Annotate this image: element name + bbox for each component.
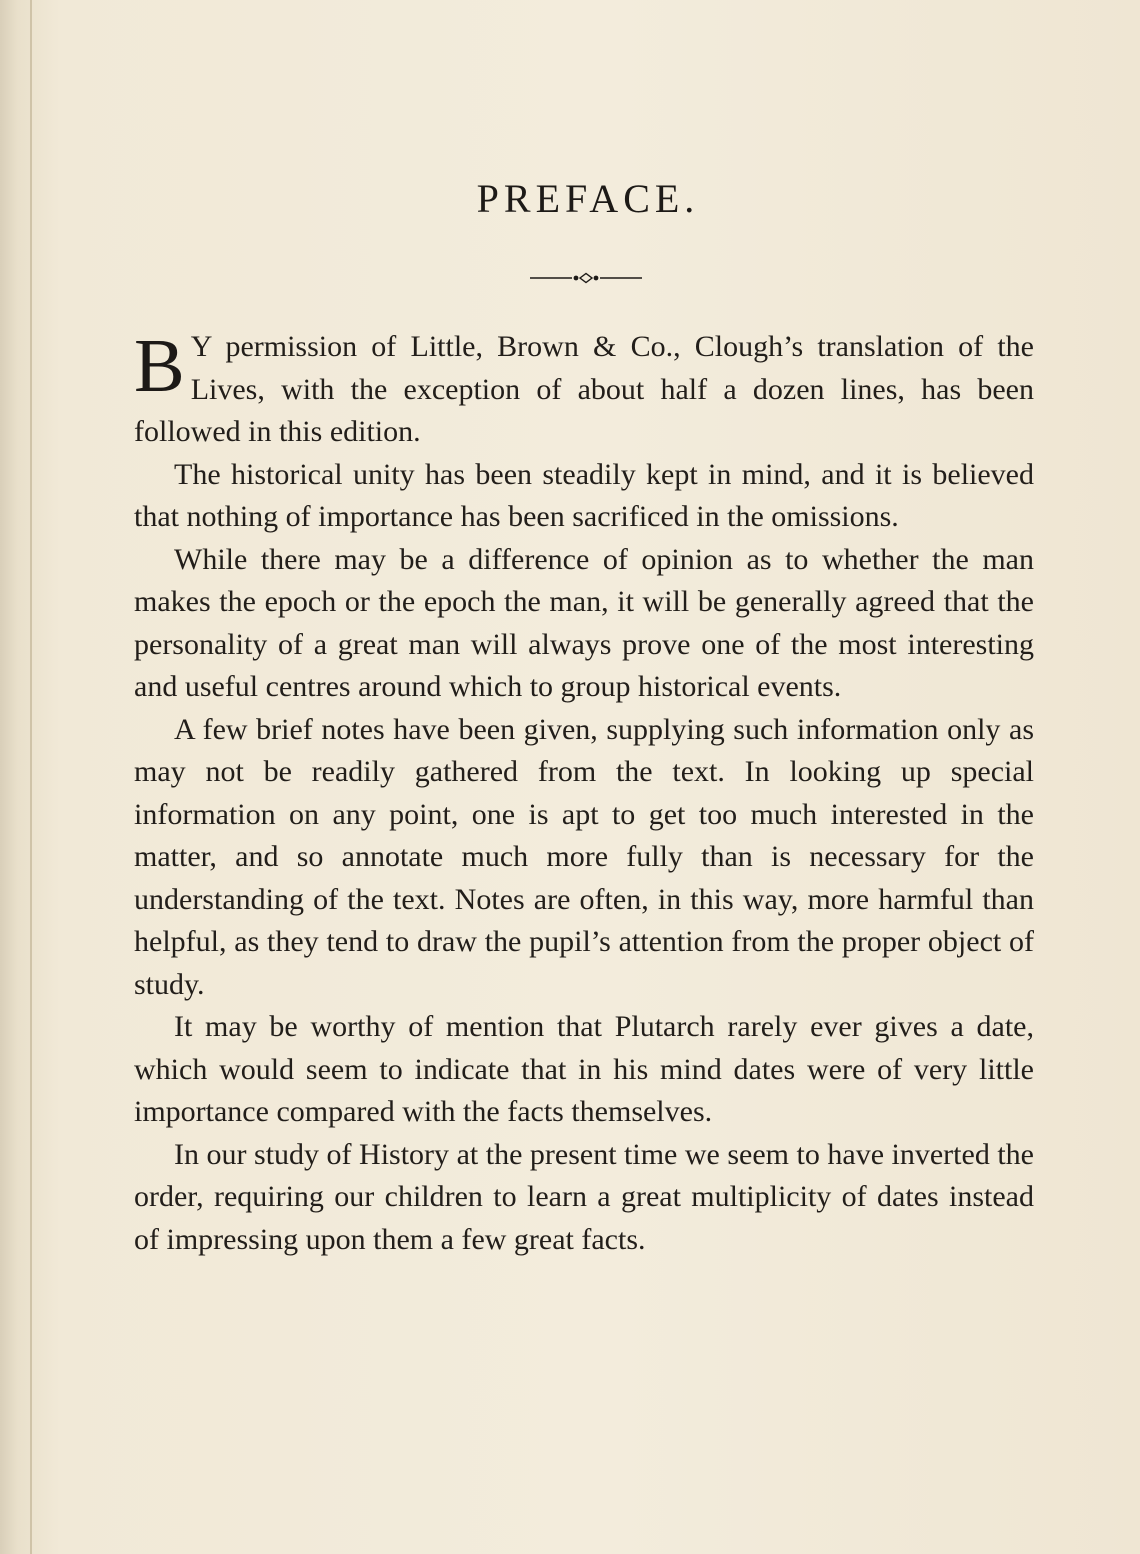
paragraph-5: It may be worthy of mention that Plutarch rarely ever gives a date, which would seem to indicate that in his mind dates were of very little importance compared with the facts themselves. — [134, 1010, 1034, 1128]
page-title: PREFACE. — [476, 176, 700, 221]
paragraph-1-text: Y permission of Little, Brown & Co., Clough’s translation of the Lives, with the exception of about half a dozen lines, has been followed in this edition. — [134, 330, 1034, 448]
paragraph-4: A few brief notes have been given, supplying such information only as may not be readily gathered from the text. In looking up special information on any point, one is apt to get too much interested in the matter, and so annotate much more fully than is necessary for the understanding of the text. Notes are often, in this way, more harmful than helpful, as they tend to draw the pupil’s attention from the proper object of study. — [134, 712, 1034, 1001]
paragraph-6: In our study of History at the present time we seem to have inverted the order, requiring our children to learn a great multiplicity of dates instead of impressing upon them a few great facts. — [134, 1137, 1034, 1256]
page-gutter — [30, 0, 32, 1554]
drop-cap: B — [134, 324, 185, 408]
preface-body — [134, 326, 1034, 1261]
paragraph-2: The historical unity has been steadily kept in mind, and it is believed that nothing of importance has been sacrificed in the omissions. — [134, 457, 1034, 533]
divider-ornament-icon — [530, 268, 642, 288]
paragraph-3: While there may be a difference of opinion as to whether the man makes the epoch or the epoch the man, it will be generally agreed that the personality of a great man will always prove one of the most interesting and useful centres around which to group historical events. — [134, 542, 1034, 703]
paragraph-1 — [134, 326, 1034, 454]
